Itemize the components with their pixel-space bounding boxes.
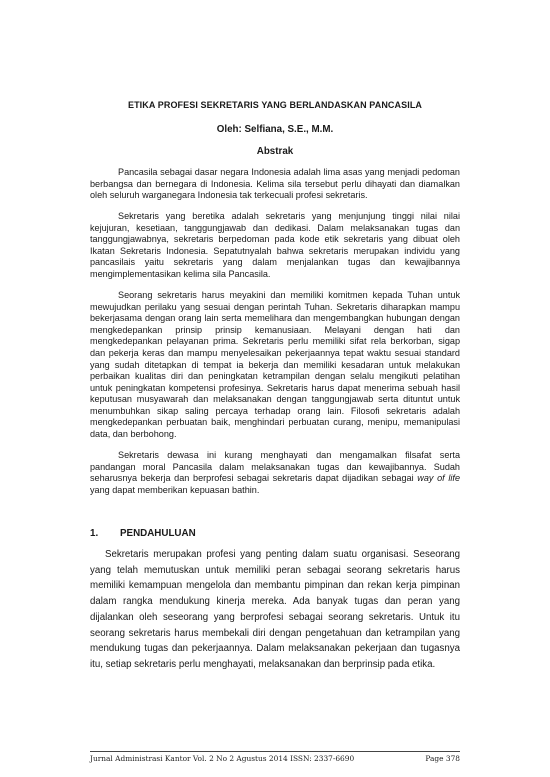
section-title: PENDAHULUAN <box>120 528 196 539</box>
abstract-paragraph-4 <box>90 450 460 496</box>
section-paragraph: Sekretaris merupakan profesi yang penting dalam suatu organisasi. Seseorang yang telah memutuskan untuk memiliki peran sebagai seorang sekretaris harus memiliki kemampuan mengelola dan membantu pimpinan dan rekan kerja pimpinan dalam rangka mendukung kinerja mereka. Ada banyak tugas dan peran yang dijalankan oleh seseorang yang berprofesi sebagai seorang sekretaris. Untuk itu seorang sekretaris harus membekali diri dengan pengetahuan dan ketrampilan yang mendukung tugas dan pekerjaannya. Dalam melaksanakan pekerjaan dan tugasnya itu, setiap sekretaris perlu menghayati, melaksanakan dan berprinsip pada etika. <box>90 549 460 670</box>
abstract-paragraph-4-text: Sekretaris dewasa ini kurang menghayati dan mengamalkan filsafat serta pandangan moral Pancasila dalam melaksanakan tugas dan kewajibannya. Sudah seharusnya bekerja dan berprofesi sebagai sekretaris dapat dijadikan sebagai <box>90 449 460 484</box>
abstract-body <box>90 167 460 506</box>
document-title: ETIKA PROFESI SEKRETARIS YANG BERLANDASKAN PANCASILA <box>127 100 423 110</box>
abstract-heading: Abstrak <box>256 146 294 157</box>
footer-journal: Jurnal Administrasi Kantor Vol. 2 No 2 Agustus 2014 ISSN: 2337-6690 <box>90 754 355 763</box>
page-footer <box>90 751 460 763</box>
abstract-paragraph-1: Pancasila sebagai dasar negara Indonesia adalah lima asas yang menjadi pedoman berbangsa dan bernegara di Indonesia. Kelima sila tersebut perlu dihayati dan diamalkan oleh seluruh warganegara Indonesia tak terkecuali profesi sekretaris. <box>90 167 460 201</box>
footer-page-number: Page 378 <box>425 754 460 763</box>
section-body <box>90 547 460 673</box>
abstract-paragraph-3: Seorang sekretaris harus meyakini dan memiliki komitmen kepada Tuhan untuk mewujudkan perilaku yang sesuai dengan perintah Tuhan. Sekretaris diharapkan mampu bekerjasama dengan orang lain serta memelihara dan mengembangkan hubungan dengan mengkedepankan prinsip prinsip kemanusiaan. Melayani dengan hati dan mengkedepankan pelayanan prima. Sekretaris perlu memiliki sifat rela berkorban, sigap dan pekerja keras dan mampu menyelesaikan pekerjaannya tepat waktu sesuai standard yang sudah ditetapkan di tempat ia bekerja dan memiliki kesadaran untuk melakukan perbaikan kualitas diri dan peningkatan ketrampilan dengan selalu mengikuti pelatihan untuk peningkatan kompetensi profesinya. Sekretaris harus dapat menerima sebuah hasil keputusan musyawarah dan melaksanakan dengan tanggungjawab serta dituntut untuk menumbuhkan sikap saling percaya terhadap orang lain. Filosofi sekretaris adalah mengkedepankan perbuatan baik, menghindari perbuatan curang, menipu, memanipulasi data, dan berbohong. <box>90 289 460 440</box>
abstract-paragraph-2: Sekretaris yang beretika adalah sekretaris yang menjunjung tinggi nilai nilai kejujuran, kesetiaan, tanggungjawab dan dedikasi. Dalam melaksanakan tugas dan tanggungjawabnya, sekretaris berpedoman pada kode etik sekretaris yang dibuat oleh Ikatan Sekretaris Indonesia. Sepatutnyalah bahwa sekretaris merupakan individu yang pancasilais yaitu sekretaris yang dalam menjalankan tugas dan kewajibannya mengimplementasikan kelima sila Pancasila. <box>90 211 460 280</box>
abstract-paragraph-4-end: yang dapat memberikan kepuasan bathin. <box>90 484 260 495</box>
author-line: Oleh: Selfiana, S.E., M.M. <box>216 124 334 135</box>
abstract-paragraph-4-italic: way of life <box>417 473 461 484</box>
section-number: 1. <box>90 528 99 539</box>
section-heading <box>90 528 460 539</box>
